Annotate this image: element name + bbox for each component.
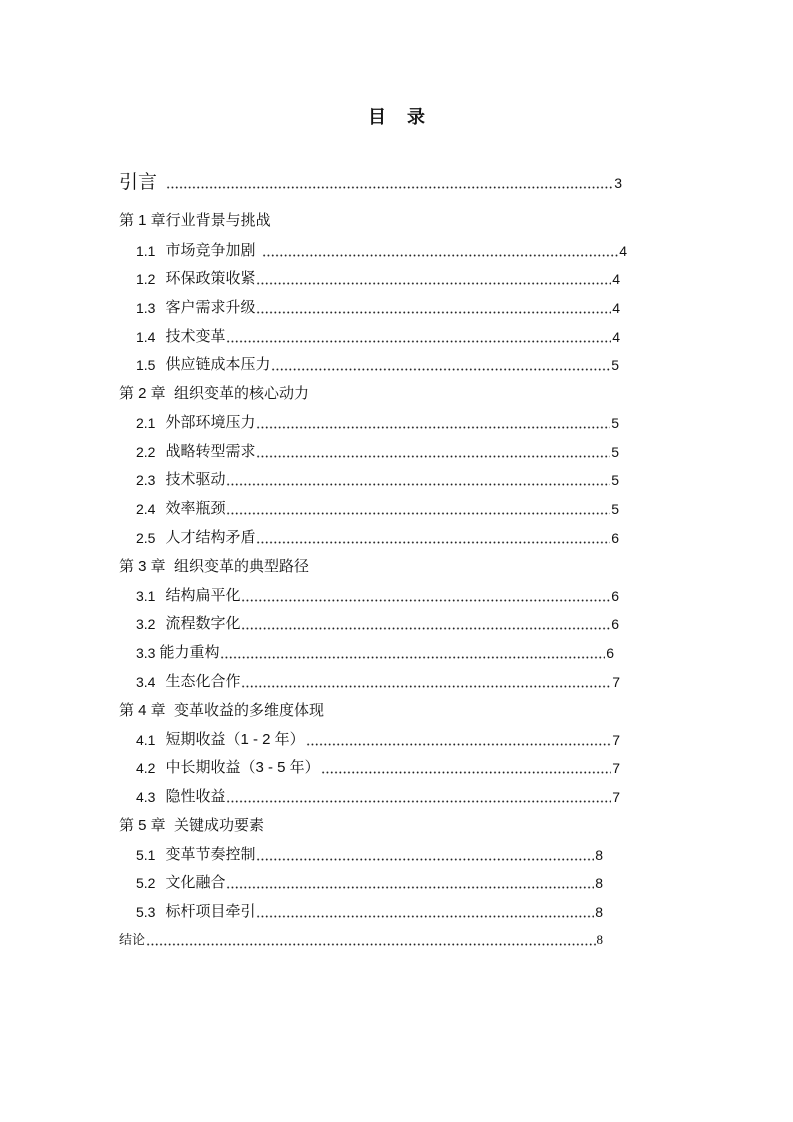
toc-entry-2-3 bbox=[136, 470, 619, 490]
section-title: 短期收益（1 - 2 年） bbox=[165, 731, 305, 748]
page-number: 8 bbox=[595, 847, 603, 863]
section-title: 市场竞争加剧 bbox=[165, 242, 256, 259]
section-title: 流程数字化 bbox=[165, 615, 241, 632]
toc-entry-intro bbox=[119, 171, 622, 195]
section-title: 中长期收益（3 - 5 年） bbox=[165, 759, 320, 776]
section-number: 1.1 bbox=[136, 243, 156, 259]
page-number: 4 bbox=[612, 271, 620, 287]
page-number: 5 bbox=[611, 444, 619, 460]
toc-entry-2-5 bbox=[136, 528, 619, 548]
dot-leader bbox=[256, 455, 610, 458]
toc-entry-4-3 bbox=[136, 787, 620, 807]
section-title: 生态化合作 bbox=[165, 673, 241, 690]
toc-entry-1-1 bbox=[136, 241, 627, 261]
page-number: 5 bbox=[611, 472, 619, 488]
section-number: 3.4 bbox=[136, 674, 156, 690]
dot-leader bbox=[271, 368, 610, 371]
toc-title: 目 录 bbox=[367, 107, 433, 127]
chapter-heading-3: 第 3 章 组织变革的典型路径 bbox=[119, 558, 310, 575]
section-number: 2.4 bbox=[136, 501, 156, 517]
page-number: 4 bbox=[612, 300, 620, 316]
entry-title: 引言 bbox=[119, 172, 158, 193]
toc-entry-conclusion bbox=[119, 930, 603, 950]
toc-entry-2-2 bbox=[136, 442, 619, 462]
section-number: 5.3 bbox=[136, 904, 156, 920]
chapter-heading-1: 第 1 章行业背景与挑战 bbox=[119, 212, 271, 229]
toc-entry-3-4 bbox=[136, 672, 620, 692]
dot-leader bbox=[241, 627, 610, 630]
section-title: 战略转型需求 bbox=[165, 443, 256, 460]
page-number: 4 bbox=[619, 243, 627, 259]
page-number: 4 bbox=[612, 329, 620, 345]
page-number: 6 bbox=[611, 616, 619, 632]
page-number: 6 bbox=[611, 530, 619, 546]
section-title: 外部环境压力 bbox=[165, 414, 256, 431]
toc-entry-4-2 bbox=[136, 758, 620, 778]
toc-entry-1-5 bbox=[136, 355, 619, 375]
dot-leader bbox=[256, 915, 594, 918]
dot-leader bbox=[226, 483, 610, 486]
dot-leader bbox=[241, 685, 611, 688]
section-title: 能力重构 bbox=[159, 644, 220, 661]
dot-leader bbox=[256, 282, 611, 285]
section-title: 文化融合 bbox=[165, 874, 226, 891]
dot-leader bbox=[226, 340, 611, 343]
section-number: 1.3 bbox=[136, 300, 156, 316]
page-number: 6 bbox=[611, 588, 619, 604]
section-number: 2.3 bbox=[136, 472, 156, 488]
dot-leader bbox=[166, 186, 613, 189]
page-number: 7 bbox=[612, 674, 620, 690]
section-number: 2.5 bbox=[136, 530, 156, 546]
chapter-heading-2: 第 2 章 组织变革的核心动力 bbox=[119, 385, 310, 402]
section-title: 隐性收益 bbox=[165, 788, 226, 805]
dot-leader bbox=[256, 541, 610, 544]
section-number: 2.2 bbox=[136, 444, 156, 460]
dot-leader bbox=[262, 254, 618, 257]
dot-leader bbox=[226, 512, 610, 515]
section-number: 4.3 bbox=[136, 789, 156, 805]
page-number: 6 bbox=[606, 645, 614, 661]
dot-leader bbox=[241, 599, 610, 602]
dot-leader bbox=[146, 943, 595, 946]
section-title: 客户需求升级 bbox=[165, 299, 256, 316]
toc-entry-3-1 bbox=[136, 586, 619, 606]
toc-entry-3-3 bbox=[136, 643, 614, 663]
toc-entry-5-2 bbox=[136, 873, 603, 893]
dot-leader bbox=[321, 771, 612, 774]
toc-entry-2-1 bbox=[136, 413, 619, 433]
toc-entry-4-1 bbox=[136, 730, 620, 750]
section-number: 5.2 bbox=[136, 875, 156, 891]
section-title: 环保政策收紧 bbox=[165, 270, 256, 287]
dot-leader bbox=[256, 311, 611, 314]
toc-entry-5-1 bbox=[136, 845, 603, 865]
section-title: 供应链成本压力 bbox=[165, 356, 271, 373]
section-number: 3.3 bbox=[136, 645, 156, 661]
section-number: 4.1 bbox=[136, 732, 156, 748]
chapter-heading-5: 第 5 章 关键成功要素 bbox=[119, 817, 265, 834]
section-number: 1.5 bbox=[136, 357, 156, 373]
section-title: 变革节奏控制 bbox=[165, 846, 256, 863]
section-title: 结构扁平化 bbox=[165, 587, 241, 604]
page-number: 7 bbox=[612, 732, 620, 748]
page-number: 8 bbox=[595, 904, 603, 920]
dot-leader bbox=[220, 656, 605, 659]
section-number: 2.1 bbox=[136, 415, 156, 431]
section-title: 技术变革 bbox=[165, 328, 226, 345]
section-number: 5.1 bbox=[136, 847, 156, 863]
page-number: 7 bbox=[612, 789, 620, 805]
chapter-heading-4: 第 4 章 变革收益的多维度体现 bbox=[119, 702, 325, 719]
toc-entry-3-2 bbox=[136, 614, 619, 634]
page-number: 8 bbox=[595, 875, 603, 891]
section-number: 3.2 bbox=[136, 616, 156, 632]
section-number: 4.2 bbox=[136, 760, 156, 776]
toc-entry-2-4 bbox=[136, 499, 619, 519]
page-number: 5 bbox=[611, 357, 619, 373]
page-number: 5 bbox=[611, 501, 619, 517]
entry-title: 结论 bbox=[119, 932, 146, 947]
section-title: 标杆项目牵引 bbox=[165, 903, 256, 920]
dot-leader bbox=[306, 743, 612, 746]
dot-leader bbox=[226, 800, 611, 803]
dot-leader bbox=[256, 858, 594, 861]
page-number: 8 bbox=[596, 932, 603, 947]
toc-entry-1-2 bbox=[136, 269, 620, 289]
dot-leader bbox=[256, 426, 610, 429]
section-number: 3.1 bbox=[136, 588, 156, 604]
toc-entry-5-3 bbox=[136, 902, 603, 922]
toc-entry-1-3 bbox=[136, 298, 620, 318]
section-number: 1.2 bbox=[136, 271, 156, 287]
section-number: 1.4 bbox=[136, 329, 156, 345]
section-title: 技术驱动 bbox=[165, 471, 226, 488]
section-title: 人才结构矛盾 bbox=[165, 529, 256, 546]
page-number: 3 bbox=[614, 175, 622, 191]
page-number: 7 bbox=[612, 760, 620, 776]
toc-entry-1-4 bbox=[136, 327, 620, 347]
page-number: 5 bbox=[611, 415, 619, 431]
section-title: 效率瓶颈 bbox=[165, 500, 226, 517]
dot-leader bbox=[226, 886, 594, 889]
